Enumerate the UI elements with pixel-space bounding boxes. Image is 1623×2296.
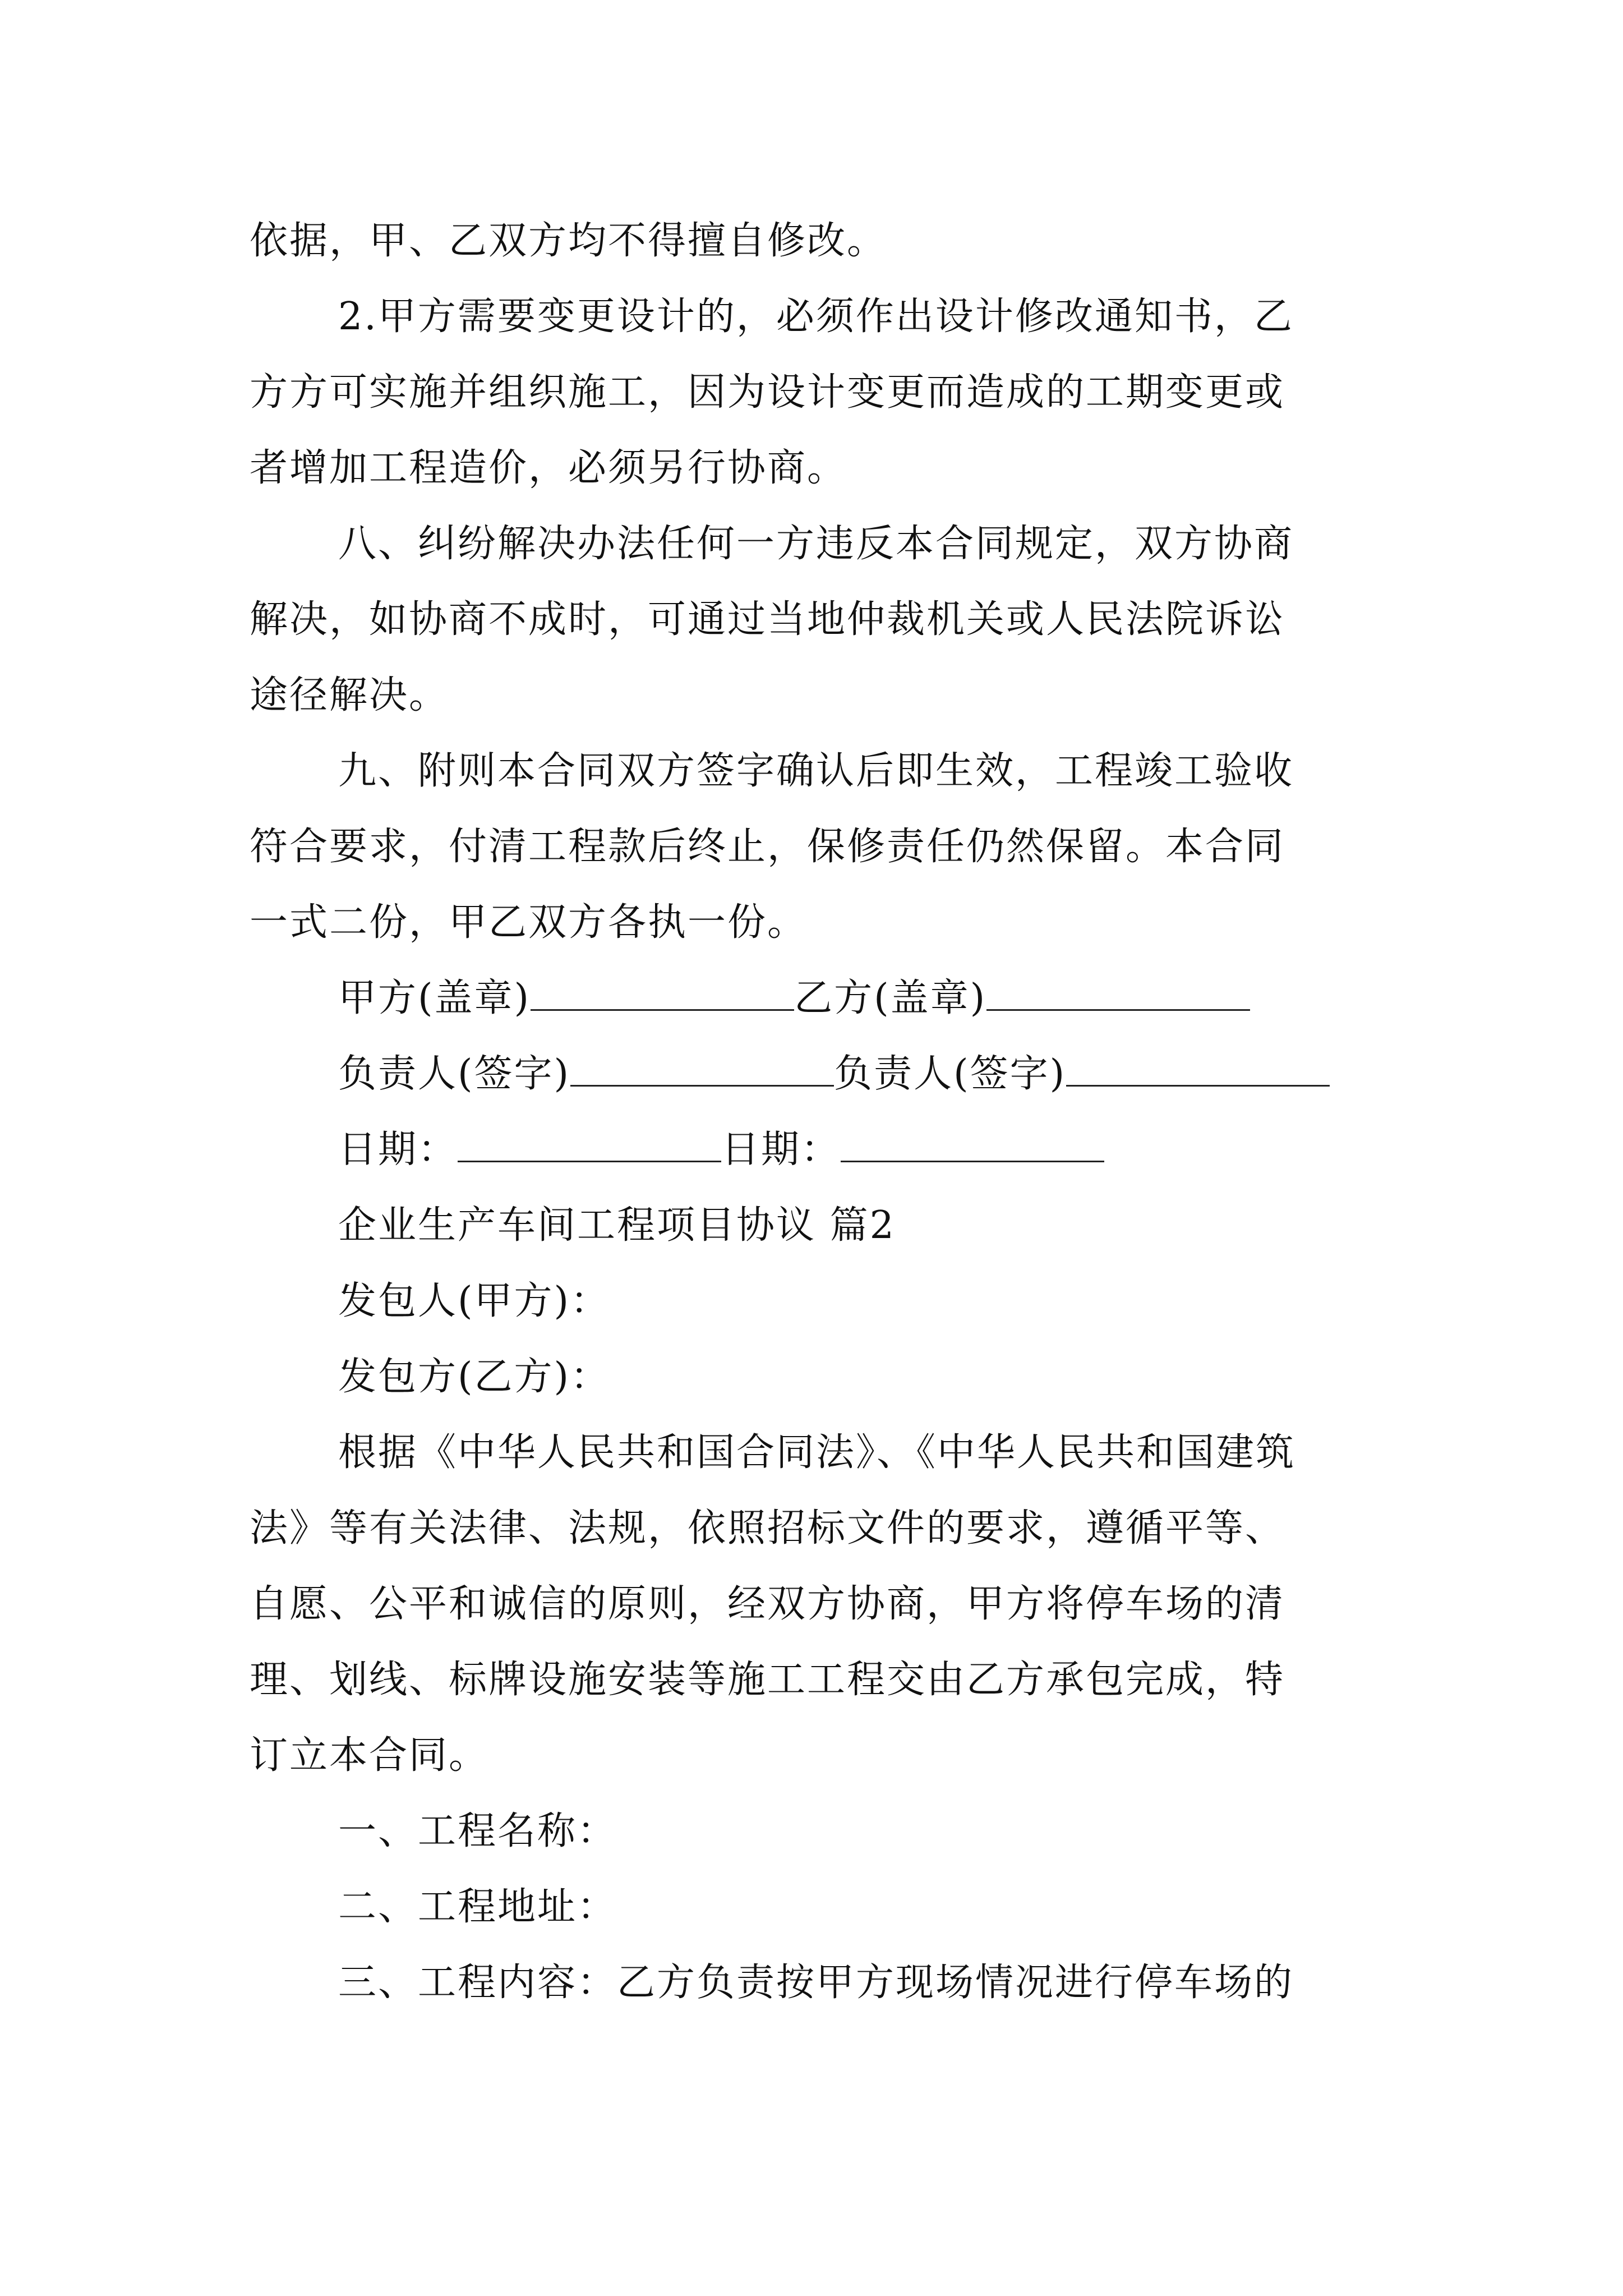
text-line: 解决，如协商不成时，可通过当地仲裁机关或人民法院诉讼 — [250, 597, 1285, 642]
text-line: 一式二份，甲乙双方各执一份。 — [250, 900, 808, 945]
text-line: 自愿、公平和诚信的原则，经双方协商，甲方将停车场的清 — [250, 1582, 1285, 1626]
party-b-seal-label: 乙方(盖章) — [794, 976, 987, 1020]
text-line: 途径解决。 — [250, 673, 449, 717]
text-line: 发包人(甲方)： — [338, 1279, 611, 1323]
person-a-label: 负责人(签字) — [338, 1052, 571, 1096]
person-b-blank[interactable] — [1066, 1050, 1330, 1087]
text-line: 八、纠纷解决办法任何一方违反本合同规定，双方协商 — [338, 522, 1294, 566]
text-line: 二、工程地址： — [338, 1885, 617, 1929]
text-line: 根据《中华人民共和国合同法》、《中华人民共和国建筑 — [338, 1430, 1296, 1475]
text-line: 依据，甲、乙双方均不得擅自修改。 — [250, 219, 887, 263]
text-line: 一、工程名称： — [338, 1809, 617, 1853]
text-line: 发包方(乙方)： — [338, 1355, 611, 1399]
party-a-seal-label: 甲方(盖章) — [338, 976, 531, 1020]
text-line: 者增加工程造价，必须另行协商。 — [250, 446, 847, 490]
person-a-blank[interactable] — [570, 1050, 834, 1087]
date-b-label: 日期： — [721, 1128, 841, 1172]
party-b-seal-blank[interactable] — [986, 974, 1250, 1011]
date-a-label: 日期： — [338, 1128, 458, 1172]
text-line: 理、划线、标牌设施安装等施工工程交由乙方承包完成，特 — [250, 1658, 1285, 1702]
signature-line-date — [338, 1125, 1104, 1175]
signature-line-seal — [338, 973, 1250, 1024]
section-heading: 企业生产车间工程项目协议 篇2 — [338, 1203, 896, 1248]
text-line: 订立本合同。 — [250, 1733, 489, 1778]
signature-line-person — [338, 1049, 1330, 1099]
text-line: 九、附则本合同双方签字确认后即生效，工程竣工验收 — [338, 749, 1294, 793]
text-line: 符合要求，付清工程款后终止，保修责任仍然保留。本合同 — [250, 825, 1285, 869]
person-b-label: 负责人(签字) — [834, 1052, 1067, 1096]
text-line: 三、工程内容：乙方负责按甲方现场情况进行停车场的 — [338, 1961, 1294, 2005]
text-line: 2.甲方需要变更设计的，必须作出设计修改通知书，乙 — [338, 295, 1294, 339]
date-b-blank[interactable] — [841, 1126, 1104, 1162]
text-line: 法》等有关法律、法规，依照招标文件的要求，遵循平等、 — [250, 1506, 1285, 1550]
text-line: 方方可实施并组织施工，因为设计变更而造成的工期变更或 — [250, 370, 1285, 415]
party-a-seal-blank[interactable] — [531, 974, 794, 1011]
date-a-blank[interactable] — [458, 1126, 721, 1162]
